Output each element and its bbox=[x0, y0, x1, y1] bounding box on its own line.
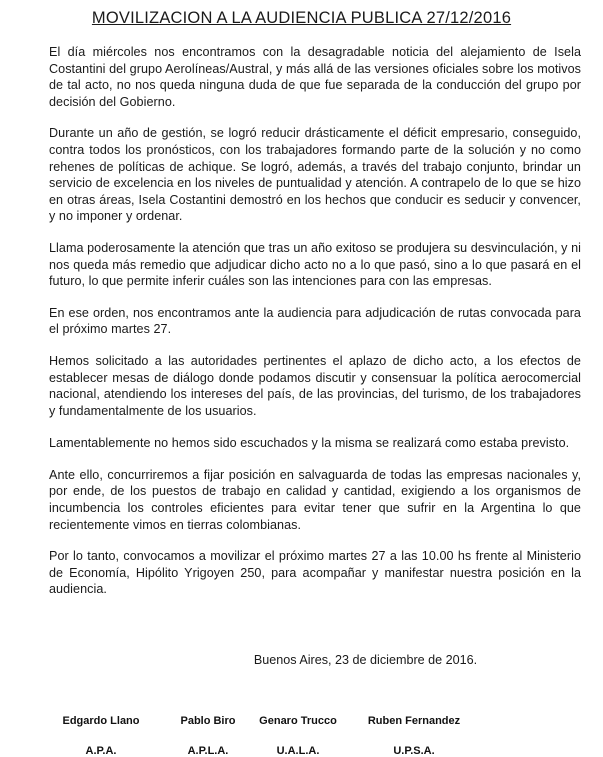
paragraph: Durante un año de gestión, se logró reducir drásticamente el déficit empresario, conseguido, contra todos los pronósticos, con los trabajadores formando parte de la solución y no como rehenes de políticas de achique. Se logró, además, a través del trabajo conjunto, brindar un servicio de excelencia en los niveles de puntualidad y atención. A contrapelo de lo que se hizo en otras áreas, Isela Costantini demostró en los hechos que conducir es seducir y convencer, y no imponer y ordenar. bbox=[49, 126, 581, 224]
signatory-organization: A.P.A. bbox=[85, 745, 117, 757]
paragraph: El día miércoles nos encontramos con la desagradable noticia del alejamiento de Isela Costantini del grupo Aerolíneas/Austral, y más allá de las versiones oficiales sobre los motivos de tal acto, no nos queda ninguna duda de que fue separada de la conducción del grupo por decisión del Gobierno. bbox=[49, 45, 581, 109]
signatory-block bbox=[177, 715, 239, 757]
paragraph: Lamentablemente no hemos sido escuchados y la misma se realizará como estaba previsto. bbox=[49, 436, 570, 451]
signatory-organization: U.A.L.A. bbox=[276, 745, 320, 757]
paragraph: Por lo tanto, convocamos a movilizar el próximo martes 27 a las 10.00 hs frente al Ministerio de Economía, Hipólito Yrigoyen 250, para acompañar y manifestar nuestra posición en la audiencia. bbox=[49, 549, 581, 597]
document-body bbox=[49, 44, 581, 613]
document-title: MOVILIZACION A LA AUDIENCIA PUBLICA 27/12/2016 bbox=[91, 9, 512, 27]
signatory-name: Genaro Trucco bbox=[259, 715, 337, 727]
signatory-block bbox=[258, 715, 338, 757]
signatory-name: Pablo Biro bbox=[180, 715, 236, 727]
signatory-block bbox=[62, 715, 140, 757]
place-date-line: Buenos Aires, 23 de diciembre de 2016. bbox=[253, 653, 478, 667]
paragraph: Ante ello, concurriremos a fijar posición en salvaguarda de todas las empresas nacionales y, por ende, de los puestos de trabajo en calidad y cantidad, exigiendo a los organismos de incumbencia los controles eficientes para evitar tener que sufrir en la Argentina lo que recientemente vimos en tierras colombianas. bbox=[49, 467, 581, 532]
signatory-name: Ruben Fernandez bbox=[367, 715, 461, 727]
paragraph: Llama poderosamente la atención que tras un año exitoso se produjera su desvinculación, y ni nos queda más remedio que adjudicar dicho acto no a lo que pasó, sino a lo que pasará en el futuro, lo que permite inferir cuáles son las intenciones para con las empresas. bbox=[49, 240, 581, 289]
signatory-name: Edgardo Llano bbox=[62, 715, 140, 727]
paragraph: Hemos solicitado a las autoridades pertinentes el aplazo de dicho acto, a los efectos de establecer mesas de diálogo donde podamos discutir y consensuar la política aerocomercial nacional, atendiendo los intereses del país, de las provincias, del turismo, de los trabajadores y fundamentalmente de los usuarios. bbox=[49, 353, 581, 418]
paragraph: En ese orden, nos encontramos ante la audiencia para adjudicación de rutas convocada para el próximo martes 27. bbox=[49, 305, 581, 337]
signatory-organization: U.P.S.A. bbox=[393, 745, 435, 757]
signatory-organization: A.P.L.A. bbox=[187, 745, 229, 757]
signatory-block bbox=[366, 715, 462, 757]
